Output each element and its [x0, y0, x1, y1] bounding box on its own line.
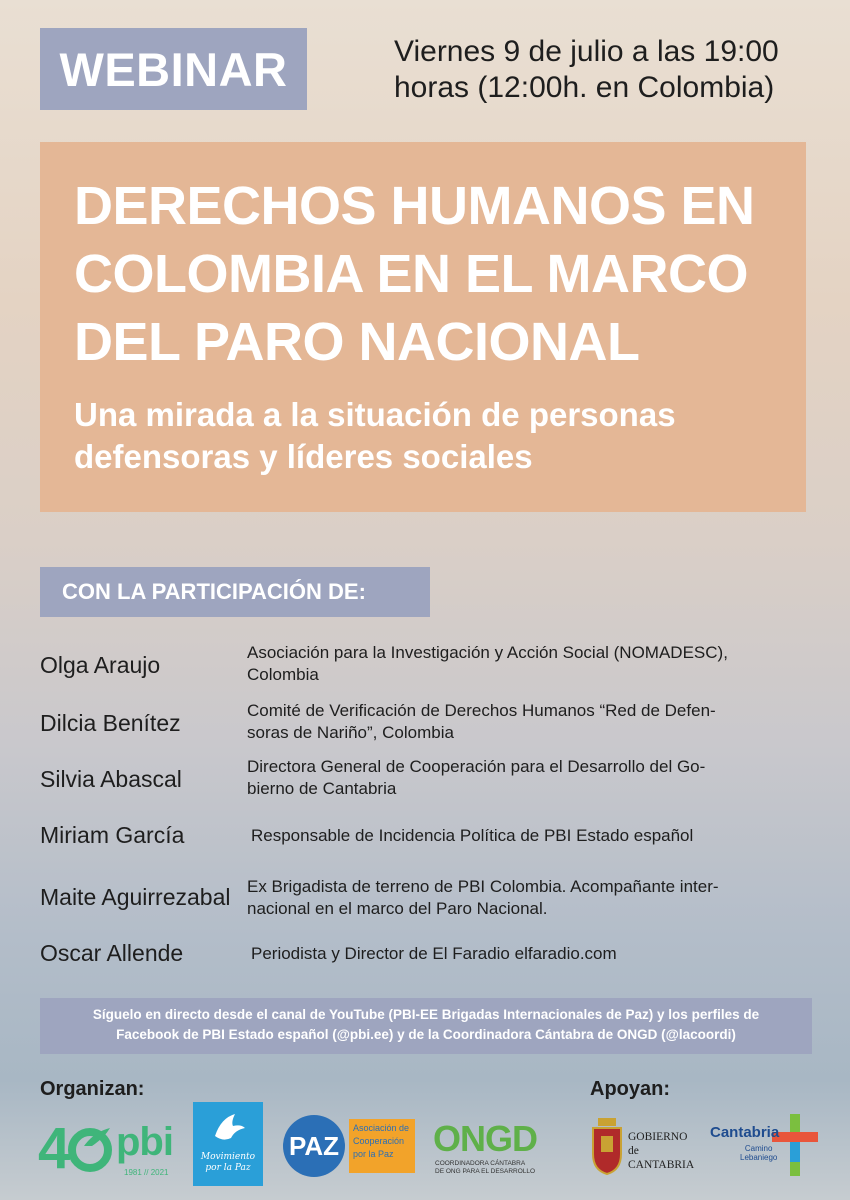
participant-desc	[251, 825, 811, 847]
gobierno-cantabria-logo	[590, 1118, 705, 1180]
follow-line: Facebook de PBI Estado español (@pbi.ee) y de la Coordinadora Cántabra de ONGD (@lacoordi)	[116, 1027, 736, 1042]
desc-line: Asociación para la Investigación y Acción Social (NOMADESC),	[247, 643, 728, 662]
pbi-text: pbi	[116, 1120, 173, 1164]
desc-line: Ex Brigadista de terreno de PBI Colombia. Acompañante inter-	[247, 877, 719, 896]
camino-text	[740, 1144, 777, 1162]
paz-logo	[283, 1115, 415, 1179]
ongd-text: ONGD	[433, 1118, 537, 1159]
title-line: DERECHOS HUMANOS EN	[74, 176, 755, 236]
cantabria-text: Cantabria	[710, 1124, 780, 1141]
mpdl-text-line: Movimiento	[200, 1152, 256, 1162]
gobierno-line: GOBIERNO	[628, 1131, 688, 1143]
organizers-label: Organizan:	[40, 1078, 145, 1100]
participant-desc	[251, 943, 811, 965]
participant-name: Olga Araujo	[40, 652, 161, 678]
follow-line: Síguelo en directo desde el canal de YouTube (PBI-EE Brigadas Internacionales de Paz) y los perfiles de	[92, 1007, 760, 1022]
desc-line: Comité de Verificación de Derechos Humanos “Red de Defen-	[247, 701, 716, 720]
title-box	[40, 142, 806, 512]
paz-side-line: por la Paz	[353, 1149, 394, 1159]
paz-side-text	[349, 1119, 415, 1173]
ongd-logo	[433, 1118, 551, 1182]
desc-line: Directora General de Cooperación para el Desarrollo del Go-	[247, 757, 706, 776]
supporters-label: Apoyan:	[590, 1078, 670, 1100]
paz-side-line: Asociación de	[353, 1123, 410, 1133]
desc-line: soras de Nariño”, Colombia	[247, 723, 454, 742]
pbi-logo	[38, 1112, 178, 1182]
subtitle	[74, 394, 772, 478]
subtitle-line: Una mirada a la situación de personas	[74, 396, 676, 433]
desc-line: bierno de Cantabria	[247, 779, 397, 798]
participant-name: Miriam García	[40, 822, 185, 848]
participation-header: CON LA PARTICIPACIÓN DE:	[40, 567, 430, 617]
coat-of-arms-icon	[590, 1118, 624, 1176]
svg-text:4: 4	[38, 1116, 71, 1181]
paz-side-line: Cooperación	[353, 1136, 405, 1146]
gobierno-line: de	[628, 1145, 639, 1157]
participant-desc	[247, 642, 807, 686]
webinar-badge: WEBINAR	[40, 28, 307, 110]
participant-desc	[247, 876, 807, 920]
participant-desc	[247, 756, 807, 800]
event-date: Viernes 9 de julio a las 19:00 horas (12:00h. en Colombia)	[394, 35, 779, 104]
pbi-years: 1981 // 2021	[124, 1168, 169, 1177]
participant-name: Maite Aguirrezabal	[40, 884, 231, 910]
desc-line: Periodista y Director de El Faradio elfaradio.com	[251, 944, 617, 963]
subtitle-line: defensoras y líderes sociales	[74, 438, 533, 475]
gobierno-text	[628, 1130, 694, 1172]
participant-desc	[247, 700, 807, 744]
participant-name: Oscar Allende	[40, 940, 184, 966]
ongd-subtext	[435, 1160, 551, 1176]
desc-line: Responsable de Incidencia Política de PBI Estado español	[251, 826, 694, 845]
participant-name: Silvia Abascal	[40, 766, 182, 792]
camino-line: Lebaniego	[740, 1153, 778, 1162]
paz-circle: PAZ	[283, 1115, 345, 1177]
follow-notice	[40, 998, 812, 1054]
gobierno-line: CANTABRIA	[628, 1159, 695, 1171]
camino-line: Camino	[744, 1144, 773, 1153]
camino-lebaniego-logo	[710, 1112, 828, 1182]
dove-icon	[193, 1102, 263, 1152]
main-title	[74, 172, 772, 376]
title-line: DEL PARO NACIONAL	[74, 312, 640, 372]
desc-line: Colombia	[247, 665, 319, 684]
desc-line: nacional en el marco del Paro Nacional.	[247, 899, 548, 918]
ongd-sub-line: DE ONG PARA EL DESARROLLO	[435, 1168, 536, 1175]
title-line: COLOMBIA EN EL MARCO	[74, 244, 748, 304]
ongd-sub-line: COORDINADORA CÁNTABRA	[435, 1160, 526, 1167]
participant-name: Dilcia Benítez	[40, 710, 181, 736]
mpdl-logo	[193, 1102, 263, 1186]
mpdl-text	[197, 1152, 259, 1174]
mpdl-text-line: por la Paz	[205, 1163, 251, 1173]
